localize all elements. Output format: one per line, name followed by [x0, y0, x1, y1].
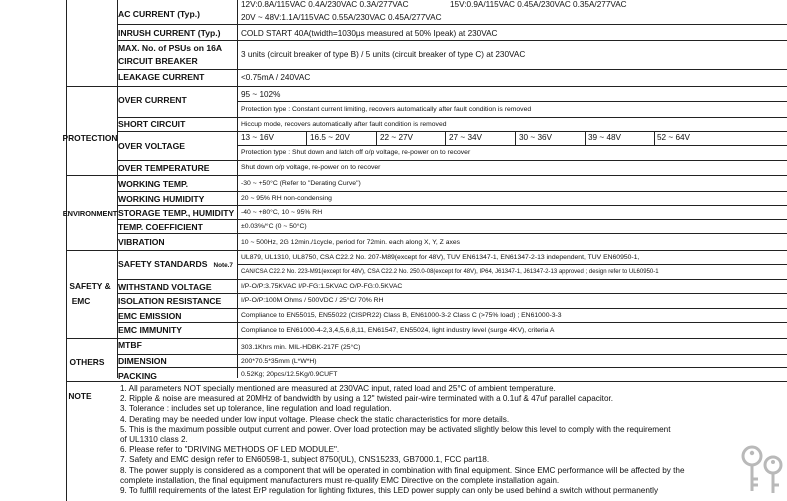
divider [117, 205, 787, 206]
over-current-label: OVER CURRENT [118, 95, 187, 105]
ac-current-row1a: 12V:0.8A/115VAC 0.4A/230VAC 0.3A/277VAC [241, 0, 409, 9]
divider [66, 250, 787, 251]
range-divider [306, 131, 307, 145]
note-line: 5. This is the maximum possible output current and power. Over load protection may be activated slightly below this level to comply with the requirement [120, 424, 671, 434]
divider [117, 354, 787, 355]
divider [117, 69, 787, 70]
emc-emission-label: EMC EMISSION [118, 311, 182, 321]
working-humidity-label: WORKING HUMIDITY [118, 194, 205, 204]
packing-value: 0.52Kg; 20pcs/12.5Kg/0.9CUFT [241, 371, 338, 378]
emc-immunity-value: Compliance to EN61000-4-2,3,4,5,6,8,11, EN61547, EN55024, light industry level (surge 4KV), criteria A [241, 327, 555, 334]
vibration-label: VIBRATION [118, 237, 165, 247]
isolation-value: I/P-O/P:100M Ohms / 500VDC / 25°C/ 70% RH [241, 297, 384, 304]
isolation-label: ISOLATION RESISTANCE [118, 296, 222, 306]
mtbf-value: 303.1Khrs min. MIL-HDBK-217F (25°C) [241, 344, 361, 351]
group-note: NOTE [68, 391, 92, 401]
divider [237, 264, 787, 265]
group-safety: SAFETY & [69, 281, 111, 291]
storage-value: -40 ~ +80°C, 10 ~ 95% RH [241, 209, 323, 216]
over-voltage-range: 27 ~ 34V [449, 133, 483, 142]
mtbf-label: MTBF [118, 340, 142, 350]
emc-emission-value: Compliance to EN55015, EN55022 (CISPR22) Class B, EN61000-3-2 Class C (>75% load) ; EN61000-3-3 [241, 312, 562, 319]
withstand-label: WITHSTAND VOLTAGE [118, 282, 212, 292]
range-divider [654, 131, 655, 145]
divider [117, 322, 787, 323]
note-line: 6. Please refer to "DRIVING METHODS OF LED MODULE". [120, 445, 340, 455]
note-line: of UL1310 class 2. [120, 435, 188, 444]
over-voltage-label: OVER VOLTAGE [118, 141, 186, 151]
max-psu-label-2: CIRCUIT BREAKER [118, 56, 198, 66]
range-divider [376, 131, 377, 145]
short-circuit-label: SHORT CIRCUIT [118, 119, 186, 129]
working-temp-value: -30 ~ +50°C (Refer to "Derating Curve") [241, 180, 361, 187]
safety-standards-value-2: CAN/CSA C22.2 No. 223-M91(except for 48V), CSA C22.2 No. 250.0-08(except for 48V), IP64, J61347-1, J61347-2-13 approved ; design refer to UL60950-1 [241, 269, 659, 275]
group-emc: EMC [71, 296, 91, 306]
divider [117, 131, 787, 132]
divider [117, 160, 787, 161]
over-temp-label: OVER TEMPERATURE [118, 163, 210, 173]
temp-coeff-label: TEMP. COEFFICIENT [118, 222, 203, 232]
packing-label: PACKING [118, 371, 157, 381]
divider [117, 24, 787, 25]
note-line: 4. Derating may be needed under low input voltage. Please check the static characteristics for more details. [120, 414, 510, 424]
divider [117, 117, 787, 118]
safety-standards-note: Note.7 [213, 262, 233, 269]
safety-standards-text: SAFETY STANDARDS [118, 259, 208, 269]
vibration-value: 10 ~ 500Hz, 2G 12min./1cycle, period for 72min. each along X, Y, Z axes [241, 239, 461, 246]
max-psu-value: 3 units (circuit breaker of type B) / 5 units (circuit breaker of type C) at 230VAC [241, 50, 526, 59]
divider [117, 293, 787, 294]
max-psu-label-1: MAX. No. of PSUs on 16A [118, 43, 223, 53]
over-voltage-range: 30 ~ 36V [519, 133, 553, 142]
group-others: OTHERS [69, 357, 105, 367]
leakage-label: LEAKAGE CURRENT [118, 72, 205, 82]
leakage-value: <0.75mA / 240VAC [241, 73, 311, 82]
group-environment: ENVIRONMENT [62, 209, 118, 218]
ac-current-row1b: 15V:0.9A/115VAC 0.45A/230VAC 0.35A/277VAC [450, 0, 627, 9]
note-line: 1. All parameters NOT specially mentioned are measured at 230VAC input, rated load and 25°C of ambient temperature. [120, 384, 556, 393]
over-voltage-range: 39 ~ 48V [588, 133, 622, 142]
divider [66, 86, 787, 87]
short-circuit-value: Hiccup mode, recovers automatically after fault condition is removed [241, 121, 447, 128]
dimension-label: DIMENSION [118, 356, 167, 366]
over-voltage-range: 22 ~ 27V [380, 133, 414, 142]
divider [66, 381, 787, 382]
divider [237, 101, 787, 102]
note-line: complete installation, the final equipment manufacturers must re-qualify EMC Directive on the complete installation again. [120, 475, 560, 485]
withstand-value: I/P-O/P:3.75KVAC I/P-FG:1.5KVAC O/P-FG:0.5KVAC [241, 283, 403, 290]
divider [117, 367, 787, 368]
dimension-value: 200*70.5*35mm (L*W*H) [241, 358, 317, 365]
storage-label: STORAGE TEMP., HUMIDITY [118, 208, 235, 218]
safety-standards-label [118, 259, 233, 271]
divider [237, 145, 787, 146]
divider [117, 233, 787, 234]
divider [117, 308, 787, 309]
group-protection: PROTECTION [62, 133, 118, 143]
divider [117, 279, 787, 280]
working-humidity-value: 20 ~ 95% RH non-condensing [241, 195, 332, 202]
inrush-label: INRUSH CURRENT (Typ.) [118, 28, 221, 38]
over-voltage-value-2: Protection type : Shut down and latch off o/p voltage, re-power on to recover [241, 149, 471, 156]
emc-immunity-label: EMC IMMUNITY [118, 325, 182, 335]
inrush-value: COLD START 40A(twidth=1030µs measured at 50% Ipeak) at 230VAC [241, 29, 498, 38]
range-divider [445, 131, 446, 145]
divider [66, 338, 787, 339]
range-divider [515, 131, 516, 145]
divider [66, 175, 787, 176]
note-line: 2. Ripple & noise are measured at 20MHz of bandwidth by using a 12" twisted pair-wire terminated with a 0.1uf & 47uf parallel capacitor. [120, 394, 614, 404]
safety-standards-value-1: UL879, UL1310, UL8750, CSA C22.2 No. 207-M89(except for 48V), TUV EN61347-1, EN61347-2-13 independent, TUV EN60950-1, [241, 254, 640, 261]
ac-current-label: AC CURRENT (Typ.) [118, 9, 200, 19]
divider [117, 40, 787, 41]
note-line: 3. Tolerance : includes set up tolerance, line regulation and load regulation. [120, 404, 392, 414]
note-line: 8. The power supply is considered as a component that will be operated in combination with final equipment. Since EMC performance will be affected by the [120, 465, 685, 475]
divider [117, 219, 787, 220]
over-voltage-range: 13 ~ 16V [241, 133, 275, 142]
key-icon [738, 443, 787, 495]
ac-current-row2: 20V ~ 48V:1.1A/115VAC 0.55A/230VAC 0.45A/277VAC [241, 13, 442, 22]
divider [117, 191, 787, 192]
working-temp-label: WORKING TEMP. [118, 179, 189, 189]
over-current-value-2: Protection type : Constant current limiting, recovers automatically after fault condition is removed [241, 106, 532, 113]
over-voltage-range: 16.5 ~ 20V [310, 133, 350, 142]
range-divider [585, 131, 586, 145]
over-current-value-1: 95 ~ 102% [241, 90, 281, 99]
temp-coeff-value: ±0.03%/°C (0 ~ 50°C) [241, 223, 307, 230]
over-temp-value: Shut down o/p voltage, re-power on to recover [241, 164, 381, 171]
note-line: 7. Safety and EMC design refer to EN60598-1, subject 8750(UL), CNS15233, GB7000.1, FCC part18. [120, 455, 490, 465]
over-voltage-range: 52 ~ 64V [657, 133, 691, 142]
note-line: 9. To fulfill requirements of the latest ErP regulation for lighting fixtures, this LED power supply can only be used behind a switch without permanently [120, 486, 659, 495]
